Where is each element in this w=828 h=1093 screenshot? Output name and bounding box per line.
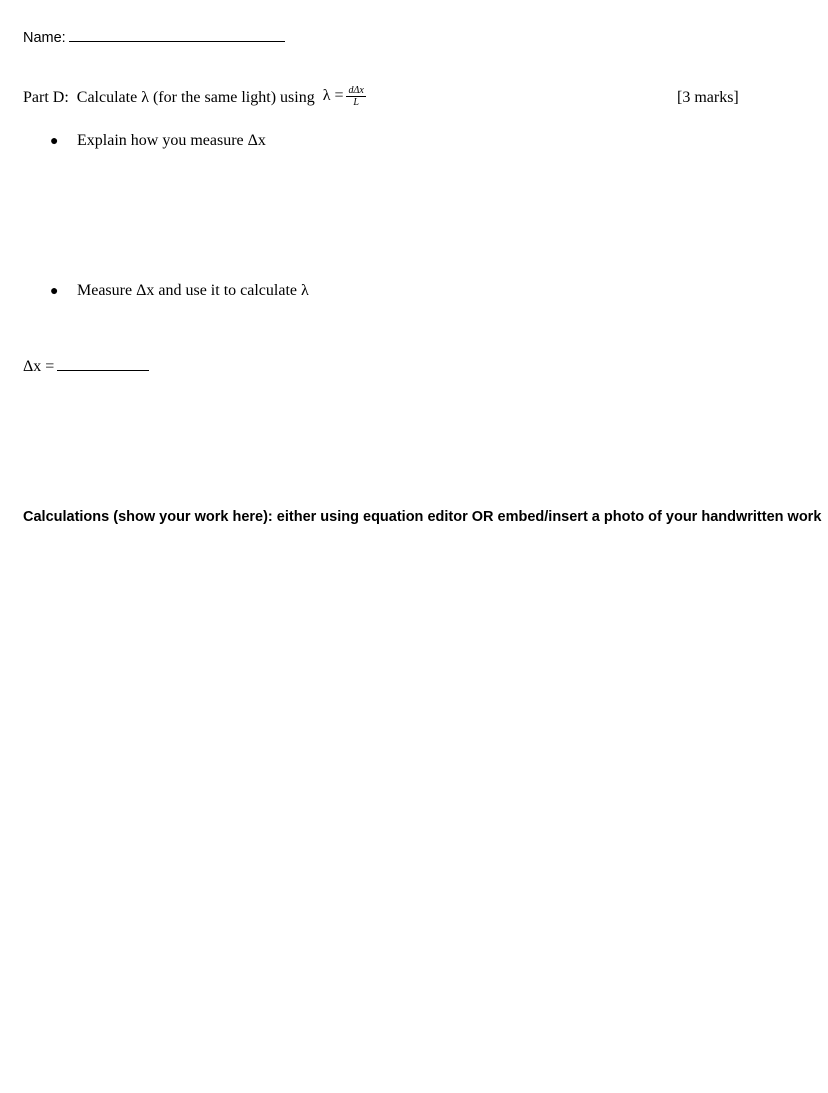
marks-label: [3 marks] [677,89,739,106]
part-d-prompt: Calculate λ (for the same light) using [76,89,315,107]
formula-denominator: L [353,97,359,108]
bullet-icon: ● [50,134,59,149]
name-blank-line[interactable] [69,27,285,42]
part-d-label: Part D: [23,89,69,107]
delta-x-field [23,356,149,377]
delta-x-label: Δx = [23,358,55,375]
part-d-heading [23,87,366,110]
formula-lhs: λ = [322,87,344,105]
calculations-instruction: Calculations (show your work here): either using equation editor OR embed/insert a photo of your handwritten work [23,509,822,525]
formula-numerator: dΔx [348,85,364,96]
bullet-item [50,281,309,302]
wavelength-formula [323,85,366,108]
name-label: Name: [23,30,66,46]
delta-x-blank-line[interactable] [57,356,149,371]
bullet-item [50,131,266,152]
name-field [23,27,285,47]
bullet-text: Explain how you measure Δx [77,132,266,149]
formula-fraction [346,85,365,108]
bullet-text: Measure Δx and use it to calculate λ [77,282,309,299]
bullet-icon: ● [50,284,59,299]
